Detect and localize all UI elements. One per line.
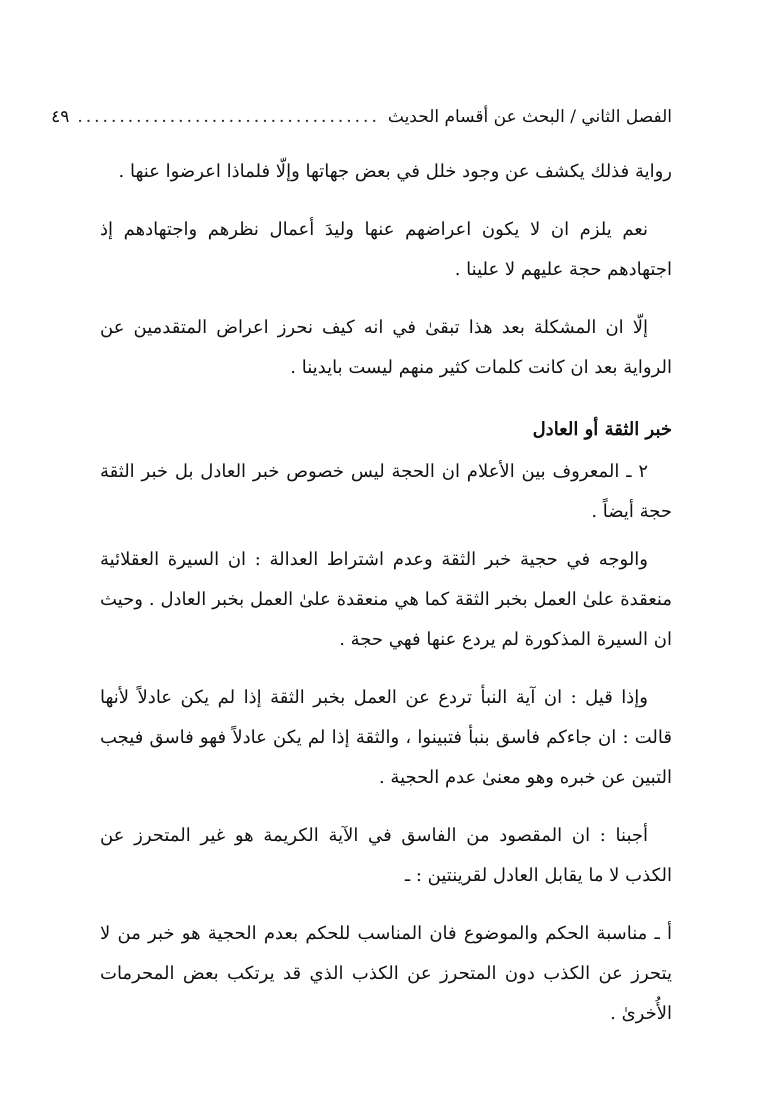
page-body [100, 152, 672, 1052]
paragraph-6: وإذا قيل : ان آية النبأ تردع عن العمل بخبر الثقة إذا لم يكن عادلاً لأنها قالت : ان جاءكم فاسق بنبأ فتبينوا ، والثقة إذا لم يكن عادلاً فهو فاسق فيجب التبين عن خبره وهو معنىٰ عدم الحجية . [100, 687, 672, 788]
paragraph-2: نعم يلزم ان لا يكون اعراضهم عنها وليدَ أعمال نظرهم واجتهادهم إذ اجتهادهم حجة عليهم لا علينا . [100, 219, 672, 280]
page-number: ٤٩ [51, 107, 70, 127]
paragraph-3: إلّا ان المشكلة بعد هذا تبقىٰ في انه كيف نحرز اعراض المتقدمين عن الرواية بعد ان كانت كلمات كثير منهم ليست بايدينا . [100, 317, 672, 378]
paragraph-5: والوجه في حجية خبر الثقة وعدم اشتراط العدالة : ان السيرة العقلائية منعقدة علىٰ العمل بخبر الثقة كما هي منعقدة علىٰ العمل بخبر العادل . وحيث ان السيرة المذكورة لم يردع عنها فهي حجة . [100, 549, 672, 650]
running-header [51, 100, 672, 134]
paragraph-8: أ ـ مناسبة الحكم والموضوع فان المناسب للحكم بعدم الحجية هو خبر من لا يتحرز عن الكذب دون المتحرز عن الكذب الذي قد يرتكب بعض المحرمات الأُخرىٰ . [100, 923, 672, 1024]
paragraph-1: رواية فذلك يكشف عن وجود خلل في بعض جهاتها وإلّا فلماذا اعرضوا عنها . [118, 161, 672, 182]
chapter-title: الفصل الثاني / البحث عن أقسام الحديث [387, 107, 672, 127]
paragraph-4: ٢ ـ المعروف بين الأعلام ان الحجة ليس خصوص خبر العادل بل خبر الثقة حجة أيضاً . [100, 461, 672, 522]
section-heading: خبر الثقة أو العادل [532, 419, 672, 440]
paragraph-7: أجبنا : ان المقصود من الفاسق في الآية الكريمة هو غير المتحرز عن الكذب لا ما يقابل العادل لقرينتين : ـ [100, 825, 672, 886]
leader-dots: .................................... [77, 107, 380, 127]
